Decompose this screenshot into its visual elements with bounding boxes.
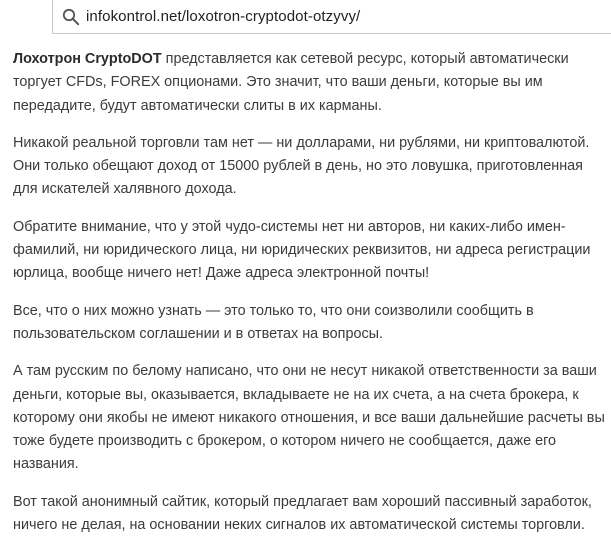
article-paragraph-3: Обратите внимание, что у этой чудо-системы нет ни авторов, ни каких-либо имен-фамилий, ни юридического лица, ни юридических реквизитов, ни адреса регистрации юрлица, вообще ничего нет! Даже адреса электронной почты! <box>13 218 591 282</box>
article-paragraph-6: Вот такой анонимный сайтик, который предлагает вам хороший пассивный заработок, ничего не делая, на основании неких сигналов их автоматической системы торговли. <box>13 493 592 534</box>
article-paragraph-4: Все, что о них можно узнать — это только то, что они соизволили сообщить в пользовательском соглашении и в ответах на вопросы. <box>13 302 534 342</box>
article-lead-title: Лохотрон CryptoDOT <box>13 51 162 67</box>
article-body <box>13 48 608 551</box>
search-icon[interactable] <box>60 6 82 28</box>
address-bar[interactable] <box>52 0 611 34</box>
article-lead-text: представляется как сетевой ресурс, который автоматически торгует CFDs, FOREX опционами. Это значит, что ваши деньги, которые вы им передадите, будут автоматически слиты в их карманы. <box>13 51 569 114</box>
article-paragraph-2: Никакой реальной торговли там нет — ни долларами, ни рублями, ни криптовалютой. Они только обещают доход от 15000 рублей в день, но это ловушка, приготовленная для искателей халявного дохода. <box>13 134 590 198</box>
url-text[interactable]: infokontrol.net/loxotron-cryptodot-otzyvy/ <box>86 8 361 25</box>
browser-toolbar <box>0 0 611 36</box>
article-paragraph-1 <box>13 48 608 118</box>
article-paragraph-5: А там русским по белому написано, что они не несут никакой ответственности за ваши деньги, которые вы, оказывается, вкладываете не на их счета, а на счета брокера, к которому они якобы не имеют никакого отношения, и все ваши дальнейшие расчеты вы тоже будете производить с брокером, о котором ничего не сообщается, даже его названия. <box>13 363 605 473</box>
